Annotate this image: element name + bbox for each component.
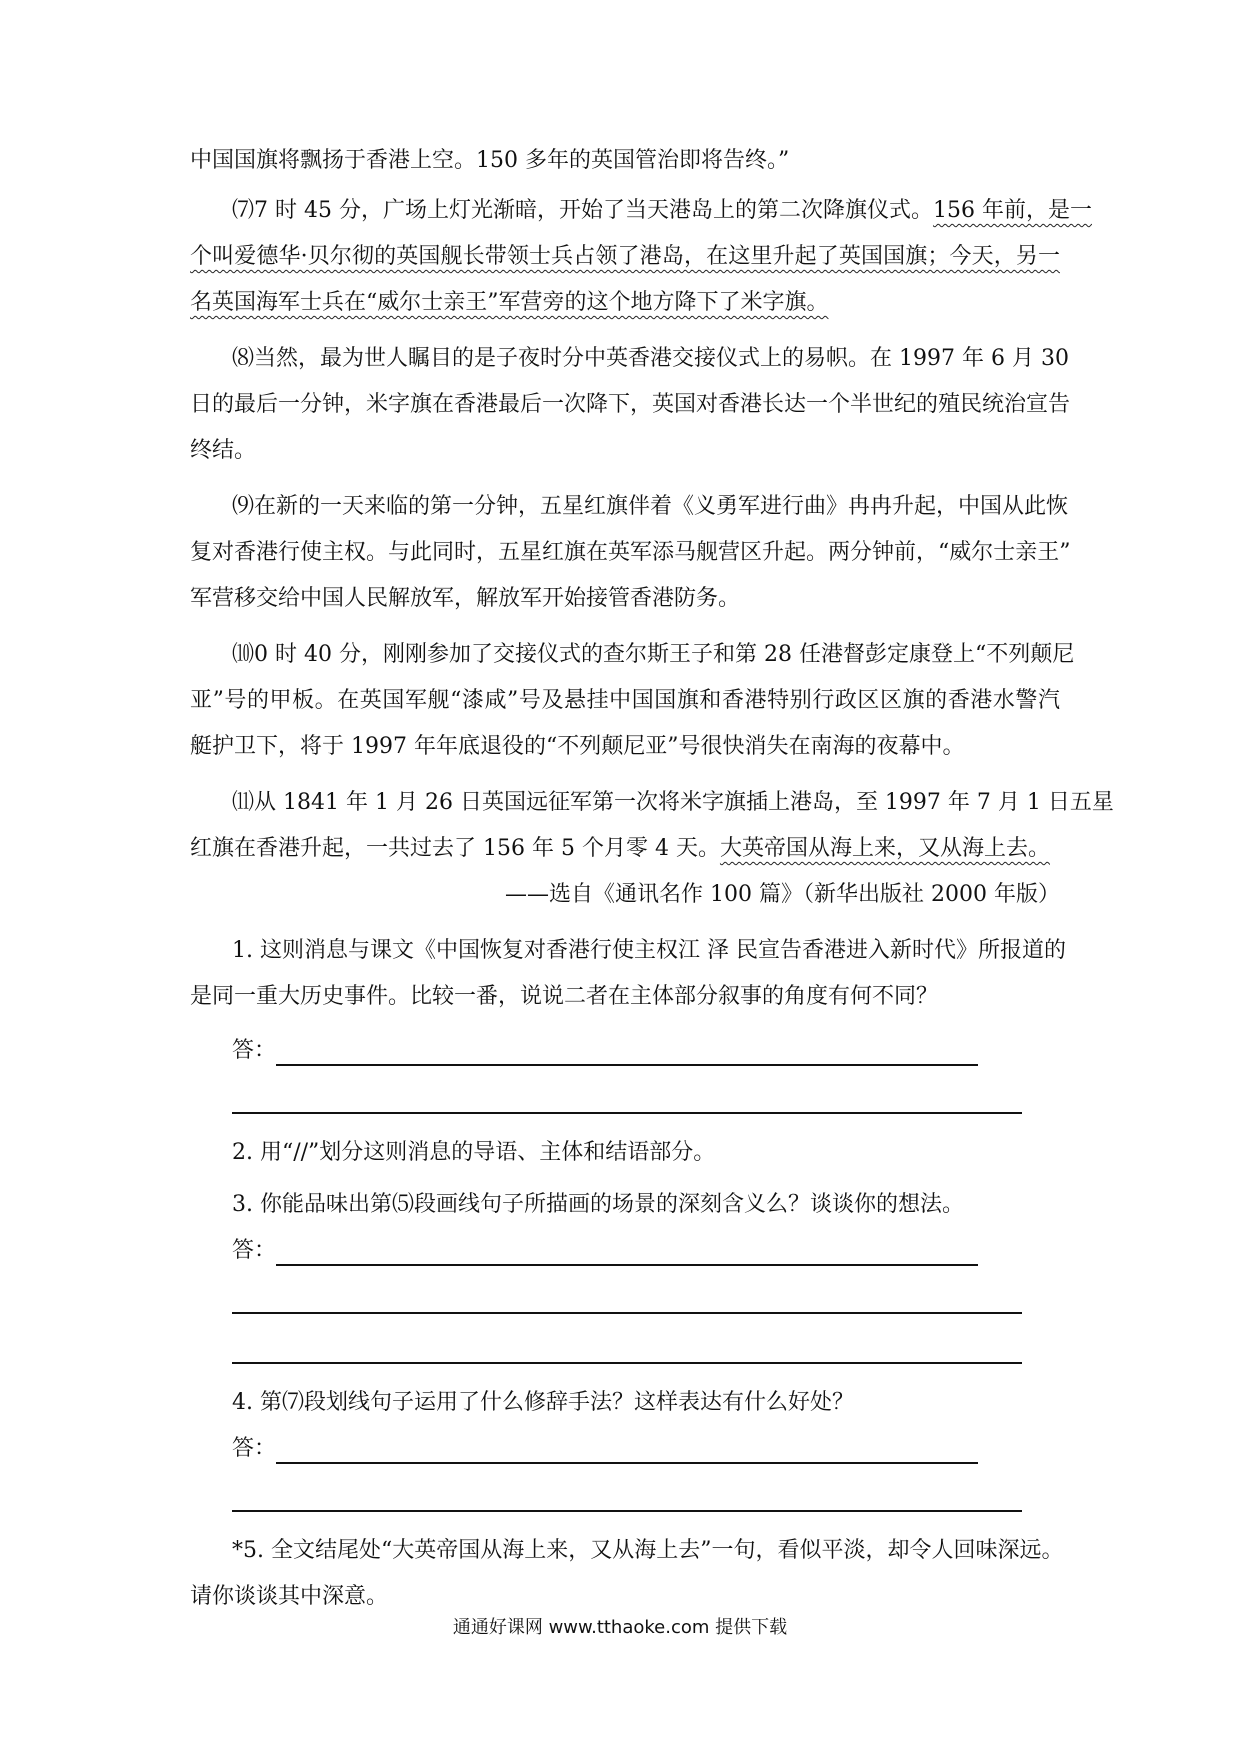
p11-text: 红旗在香港升起，一共过去了 156 年 5 个月零 4 天。: [190, 836, 720, 861]
question-2: 2. 用“//”划分这则消息的导语、主体和结语部分。: [232, 1140, 716, 1165]
passage-p7-line-2: 个叫爱德华·贝尔彻的英国舰长带领士兵占领了港岛，在这里升起了英国国旗；今天，另一: [190, 244, 1060, 269]
passage-p11-line-1: ⑾从 1841 年 1 月 26 日英国远征军第一次将米字旗插上港岛，至 1997 年 7 月 1 日五星: [232, 790, 1114, 815]
answer-line-q1-1[interactable]: [276, 1064, 978, 1066]
question-5-line-1: *5. 全文结尾处“大英帝国从海上来，又从海上去”一句，看似平淡，却令人回味深远。: [232, 1538, 1064, 1563]
answer-label-q4: 答：: [232, 1436, 277, 1461]
question-1-line-1: 1. 这则消息与课文《中国恢复对香港行使主权江 泽 民宣告香港进入新时代》所报道的: [232, 938, 1066, 963]
question-3: 3. 你能品味出第⑸段画线句子所描画的场景的深刻含义么？谈谈你的想法。: [232, 1192, 964, 1217]
passage-p8-line-1: ⑻当然，最为世人瞩目的是子夜时分中英香港交接仪式上的易帜。在 1997 年 6 月 30: [232, 346, 1069, 371]
question-1-line-2: 是同一重大历史事件。比较一番，说说二者在主体部分叙事的角度有何不同？: [190, 984, 939, 1009]
passage-p7-line-1: [232, 196, 1092, 226]
answer-line-q3-2[interactable]: [232, 1312, 1022, 1314]
passage-p9-line-2: 复对香港行使主权。与此同时，五星红旗在英军添马舰营区升起。两分钟前，“威尔士亲王”: [190, 540, 1071, 565]
p7-text: ⑺7 时 45 分，广场上灯光渐暗，开始了当天港岛上的第二次降旗仪式。: [232, 198, 933, 223]
passage-p10-line-3: 艇护卫下，将于 1997 年年底退役的“不列颠尼亚”号很快消失在南海的夜幕中。: [190, 734, 965, 759]
answer-line-q4-2[interactable]: [232, 1510, 1022, 1512]
answer-line-q1-2[interactable]: [232, 1112, 1022, 1114]
answer-line-q4-1[interactable]: [276, 1462, 978, 1464]
passage-p6-tail: 中国国旗将飘扬于香港上空。150 多年的英国管治即将告终。”: [190, 148, 790, 173]
answer-label-q3: 答：: [232, 1238, 277, 1263]
passage-p9-line-1: ⑼在新的一天来临的第一分钟，五星红旗伴着《义勇军进行曲》冉冉升起，中国从此恢: [232, 494, 1069, 519]
question-5-line-2: 请你谈谈其中深意。: [190, 1584, 389, 1609]
passage-p9-line-3: 军营移交给中国人民解放军，解放军开始接管香港防务。: [190, 586, 741, 611]
page-footer: 通通好课网 www.tthaoke.com 提供下载: [452, 1617, 788, 1638]
answer-line-q3-1[interactable]: [276, 1264, 978, 1266]
passage-p10-line-1: ⑽0 时 40 分，刚刚参加了交接仪式的查尔斯王子和第 28 任港督彭定康登上“不列颠尼: [232, 642, 1075, 667]
passage-p7-line-3: 名英国海军士兵在“威尔士亲王”军营旁的这个地方降下了米字旗。: [190, 290, 829, 315]
passage-p8-line-3: 终结。: [190, 438, 257, 463]
source-citation: ——选自《通讯名作 100 篇》（新华出版社 2000 年版）: [505, 882, 1060, 907]
answer-label-q1: 答：: [232, 1038, 277, 1063]
passage-p10-line-2: 亚”号的甲板。在英国军舰“漆咸”号及悬挂中国国旗和香港特别行政区区旗的香港水警汽: [190, 688, 1060, 713]
p7-wavy-underline-start: 156 年前，是一: [932, 198, 1092, 223]
passage-p8-line-2: 日的最后一分钟，米字旗在香港最后一次降下，英国对香港长达一个半世纪的殖民统治宣告: [190, 392, 1071, 417]
question-4: 4. 第⑺段划线句子运用了什么修辞手法？这样表达有什么好处？: [232, 1390, 854, 1415]
answer-line-q3-3[interactable]: [232, 1362, 1022, 1364]
p11-wavy-underline: 大英帝国从海上来，又从海上去。: [719, 836, 1050, 861]
passage-p11-line-2: [190, 834, 1060, 864]
